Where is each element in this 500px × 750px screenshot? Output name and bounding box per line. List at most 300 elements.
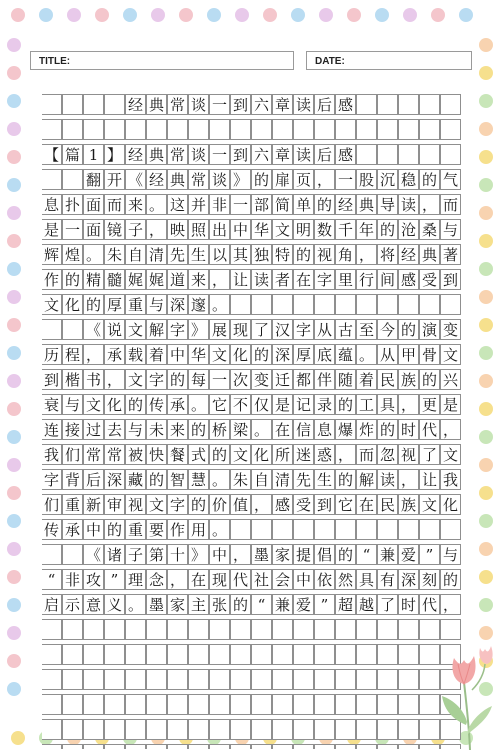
grid-cell	[167, 119, 188, 140]
grid-cell: 到	[230, 94, 251, 115]
grid-cell: 历	[42, 344, 62, 365]
grid-cell: 文	[125, 319, 146, 340]
grid-cell: 的	[167, 369, 188, 390]
grid-cell	[377, 694, 398, 715]
grid-cell	[125, 619, 146, 640]
grid-cell: 化	[230, 344, 251, 365]
grid-cell: 理	[125, 569, 146, 590]
grid-cell	[209, 694, 230, 715]
grid-cell: 爱	[293, 594, 314, 615]
grid-cell: 爱	[398, 544, 419, 565]
grid-cell	[209, 119, 230, 140]
grid-cell: 的	[314, 194, 335, 215]
grid-cell: 经	[398, 244, 419, 265]
grid-cell	[272, 694, 293, 715]
border-dot	[479, 290, 493, 304]
grid-cell: 而	[104, 194, 125, 215]
grid-cell	[62, 544, 83, 565]
grid-cell	[230, 669, 251, 690]
grid-cell: 深	[104, 469, 125, 490]
grid-cell	[335, 719, 356, 740]
grid-cell: 都	[293, 369, 314, 390]
grid-cell: 华	[251, 219, 272, 240]
grid-cell: 越	[356, 594, 377, 615]
border-dot	[7, 66, 21, 80]
grid-cell	[314, 744, 335, 749]
grid-cell: 的	[62, 269, 83, 290]
grid-cell: 启	[42, 594, 62, 615]
grid-cell: 其	[230, 244, 251, 265]
grid-cell: 藏	[125, 469, 146, 490]
grid-cell: 的	[419, 369, 440, 390]
grid-cell: 篇	[62, 144, 83, 165]
grid-cell: 解	[356, 469, 377, 490]
border-dot	[39, 8, 53, 22]
grid-cell: 字	[293, 319, 314, 340]
grid-cell: 墨	[146, 594, 167, 615]
writing-grid-sheet	[42, 94, 462, 749]
grid-cell	[314, 694, 335, 715]
grid-cell	[188, 644, 209, 665]
grid-cell	[167, 619, 188, 640]
date-label: DATE:	[315, 56, 345, 67]
grid-cell: 是	[42, 219, 62, 240]
grid-cell: 更	[419, 394, 440, 415]
grid-cell: 文	[440, 444, 461, 465]
grid-cell: 底	[314, 344, 335, 365]
grid-cell	[335, 644, 356, 665]
grid-cell: 章	[272, 144, 293, 165]
grid-cell	[188, 694, 209, 715]
border-dot	[7, 290, 21, 304]
grid-cell	[377, 294, 398, 315]
grid-cell: 》	[230, 169, 251, 190]
grid-cell	[251, 519, 272, 540]
grid-cell	[377, 619, 398, 640]
grid-row	[42, 694, 462, 715]
grid-cell	[42, 169, 62, 190]
grid-cell	[62, 719, 83, 740]
grid-cell	[377, 519, 398, 540]
grid-cell	[398, 294, 419, 315]
grid-cell	[230, 519, 251, 540]
border-dot	[479, 458, 493, 472]
grid-cell: 十	[167, 544, 188, 565]
grid-cell: ”	[104, 569, 125, 590]
grid-cell	[356, 619, 377, 640]
border-dot	[11, 731, 25, 745]
grid-cell: 化	[62, 294, 83, 315]
grid-row	[42, 169, 462, 190]
grid-cell: 常	[167, 94, 188, 115]
grid-cell: 出	[209, 219, 230, 240]
border-dot	[479, 570, 493, 584]
tulip-illustration	[440, 630, 495, 750]
grid-cell: 《	[83, 319, 104, 340]
grid-cell: 深	[272, 344, 293, 365]
border-dot	[7, 262, 21, 276]
grid-cell: 说	[104, 319, 125, 340]
grid-cell: 族	[398, 369, 419, 390]
grid-cell	[314, 119, 335, 140]
grid-cell: 家	[272, 544, 293, 565]
grid-cell: 典	[146, 144, 167, 165]
grid-cell: 。	[83, 244, 104, 265]
grid-cell: 感	[398, 269, 419, 290]
grid-cell	[62, 169, 83, 190]
grid-cell: 六	[251, 144, 272, 165]
grid-cell	[83, 644, 104, 665]
grid-row	[42, 569, 462, 590]
grid-cell: 们	[62, 444, 83, 465]
grid-cell: 文	[419, 494, 440, 515]
grid-cell: 沧	[398, 219, 419, 240]
grid-cell: 主	[188, 594, 209, 615]
grid-cell	[251, 719, 272, 740]
grid-cell: 到	[440, 269, 461, 290]
border-dot	[431, 8, 445, 22]
grid-row	[42, 394, 462, 415]
grid-cell	[230, 619, 251, 640]
grid-cell: 照	[188, 219, 209, 240]
grid-cell: 然	[335, 569, 356, 590]
grid-cell: 被	[125, 444, 146, 465]
grid-cell: 页	[293, 169, 314, 190]
grid-cell: 未	[146, 419, 167, 440]
date-field[interactable]	[306, 51, 472, 70]
grid-cell: 辉	[42, 244, 62, 265]
grid-cell: 记	[293, 394, 314, 415]
grid-cell	[188, 744, 209, 749]
grid-cell	[209, 719, 230, 740]
grid-cell	[167, 744, 188, 749]
grid-cell: 骨	[419, 344, 440, 365]
grid-cell: 蕴	[335, 344, 356, 365]
grid-cell	[167, 719, 188, 740]
grid-cell: 随	[335, 369, 356, 390]
grid-row	[42, 419, 462, 440]
grid-cell	[104, 744, 125, 749]
grid-cell: 》	[188, 319, 209, 340]
grid-cell: 字	[167, 319, 188, 340]
grid-cell: 提	[293, 544, 314, 565]
grid-cell	[377, 119, 398, 140]
grid-cell	[293, 119, 314, 140]
grid-cell: 稳	[398, 169, 419, 190]
grid-cell: 的	[419, 169, 440, 190]
grid-cell	[251, 644, 272, 665]
border-dot	[7, 150, 21, 164]
border-dot	[479, 318, 493, 332]
grid-cell: 清	[146, 244, 167, 265]
border-dot	[479, 150, 493, 164]
grid-cell: 去	[104, 419, 125, 440]
grid-cell: 《	[125, 169, 146, 190]
grid-cell: 社	[251, 569, 272, 590]
grid-cell: 的	[335, 469, 356, 490]
grid-cell: 典	[419, 244, 440, 265]
grid-cell	[356, 519, 377, 540]
grid-cell: 自	[251, 469, 272, 490]
grid-cell	[293, 294, 314, 315]
border-dot	[7, 570, 21, 584]
grid-cell: 作	[167, 519, 188, 540]
grid-cell: 后	[314, 94, 335, 115]
grid-cell	[42, 94, 62, 115]
grid-cell	[251, 294, 272, 315]
grid-cell: 族	[398, 494, 419, 515]
grid-cell	[230, 744, 251, 749]
grid-cell: 面	[83, 194, 104, 215]
grid-cell	[272, 719, 293, 740]
grid-cell: 镜	[104, 219, 125, 240]
grid-cell: 朱	[104, 244, 125, 265]
grid-cell	[62, 744, 83, 749]
border-dot	[319, 8, 333, 22]
grid-cell: 它	[209, 394, 230, 415]
grid-cell: ，	[104, 369, 125, 390]
grid-cell: 有	[377, 569, 398, 590]
grid-cell: 谈	[188, 94, 209, 115]
grid-cell: 着	[356, 369, 377, 390]
grid-cell: “	[356, 544, 377, 565]
title-field[interactable]	[30, 51, 294, 70]
grid-cell	[62, 694, 83, 715]
grid-cell: 文	[146, 494, 167, 515]
border-dot	[7, 486, 21, 500]
grid-cell	[42, 744, 62, 749]
grid-cell: 。	[209, 294, 230, 315]
grid-cell: 代	[230, 569, 251, 590]
grid-cell	[377, 669, 398, 690]
grid-cell: 在	[188, 569, 209, 590]
grid-row	[42, 744, 462, 749]
grid-cell: 式	[188, 444, 209, 465]
grid-row	[42, 219, 462, 240]
grid-cell: 诸	[104, 544, 125, 565]
grid-cell: 这	[167, 194, 188, 215]
grid-cell	[335, 294, 356, 315]
grid-cell: 的	[251, 169, 272, 190]
grid-cell	[104, 119, 125, 140]
grid-cell: 年	[356, 219, 377, 240]
grid-cell: 千	[335, 219, 356, 240]
border-dot	[479, 66, 493, 80]
grid-cell: 刻	[419, 569, 440, 590]
grid-cell	[419, 719, 440, 740]
grid-cell: 解	[146, 319, 167, 340]
title-label: TITLE:	[39, 56, 71, 67]
grid-cell: ，	[230, 544, 251, 565]
grid-cell: 来	[125, 194, 146, 215]
grid-cell	[272, 294, 293, 315]
grid-cell: 每	[188, 369, 209, 390]
border-dot	[7, 402, 21, 416]
grid-cell: 明	[293, 219, 314, 240]
border-dot	[235, 8, 249, 22]
grid-cell: 道	[167, 269, 188, 290]
grid-cell: 来	[167, 419, 188, 440]
grid-cell: 的	[83, 294, 104, 315]
grid-cell	[398, 644, 419, 665]
grid-cell: 价	[209, 494, 230, 515]
grid-cell: 一	[62, 219, 83, 240]
grid-cell	[398, 519, 419, 540]
grid-cell	[83, 694, 104, 715]
grid-cell: 的	[293, 244, 314, 265]
grid-cell	[356, 119, 377, 140]
grid-row	[42, 444, 462, 465]
grid-cell: 厚	[293, 344, 314, 365]
grid-cell	[42, 644, 62, 665]
grid-cell: 的	[188, 419, 209, 440]
grid-cell: 到	[42, 369, 62, 390]
border-dot	[479, 206, 493, 220]
grid-cell: 民	[377, 369, 398, 390]
grid-cell: 数	[314, 219, 335, 240]
border-dot	[263, 8, 277, 22]
grid-cell	[42, 319, 62, 340]
grid-cell	[167, 644, 188, 665]
border-dot	[375, 8, 389, 22]
grid-cell	[314, 669, 335, 690]
grid-cell: 工	[356, 394, 377, 415]
grid-cell	[209, 644, 230, 665]
border-dot	[7, 94, 21, 108]
grid-cell	[398, 694, 419, 715]
grid-cell: 依	[314, 569, 335, 590]
grid-cell: 它	[335, 494, 356, 515]
grid-cell: 楷	[62, 369, 83, 390]
grid-cell	[419, 744, 440, 749]
grid-cell: 里	[335, 269, 356, 290]
grid-cell	[272, 669, 293, 690]
grid-cell: 现	[209, 569, 230, 590]
grid-cell	[377, 644, 398, 665]
grid-cell: ，	[335, 444, 356, 465]
grid-cell	[335, 669, 356, 690]
grid-cell: 让	[419, 469, 440, 490]
grid-cell: 快	[146, 444, 167, 465]
grid-cell	[62, 619, 83, 640]
border-dot	[403, 8, 417, 22]
grid-cell: 民	[377, 494, 398, 515]
grid-cell: 中	[293, 569, 314, 590]
grid-cell	[440, 119, 461, 140]
border-dot	[11, 8, 25, 22]
grid-cell: 。	[356, 344, 377, 365]
grid-cell	[62, 319, 83, 340]
grid-cell: 精	[83, 269, 104, 290]
grid-cell: 慧	[188, 469, 209, 490]
border-dot	[7, 234, 21, 248]
grid-cell: ，	[398, 394, 419, 415]
grid-cell	[209, 744, 230, 749]
grid-cell	[62, 94, 83, 115]
border-dot	[479, 430, 493, 444]
grid-cell: 典	[356, 194, 377, 215]
grid-cell	[314, 619, 335, 640]
grid-cell: 展	[209, 319, 230, 340]
grid-cell	[356, 694, 377, 715]
grid-cell: 》	[188, 544, 209, 565]
grid-cell	[209, 669, 230, 690]
grid-cell: 息	[42, 194, 62, 215]
grid-cell: 与	[62, 394, 83, 415]
grid-cell	[188, 119, 209, 140]
grid-cell: 一	[209, 144, 230, 165]
grid-cell	[293, 744, 314, 749]
grid-cell: 娓	[125, 269, 146, 290]
grid-cell: 今	[377, 319, 398, 340]
grid-cell: 到	[230, 144, 251, 165]
grid-cell: 在	[356, 494, 377, 515]
border-dot	[479, 38, 493, 52]
grid-cell: 行	[356, 269, 377, 290]
grid-cell	[398, 94, 419, 115]
grid-cell	[419, 669, 440, 690]
grid-cell	[125, 644, 146, 665]
grid-cell: 是	[272, 394, 293, 415]
grid-cell: 变	[440, 319, 461, 340]
border-dot	[479, 178, 493, 192]
grid-cell: 并	[188, 194, 209, 215]
grid-cell	[104, 669, 125, 690]
grid-cell: 字	[42, 469, 62, 490]
grid-cell: 。	[125, 594, 146, 615]
grid-cell: 的	[440, 569, 461, 590]
grid-cell: 攻	[83, 569, 104, 590]
grid-cell: ，	[398, 469, 419, 490]
grid-cell: 经	[335, 194, 356, 215]
grid-cell	[272, 619, 293, 640]
grid-cell: 六	[251, 94, 272, 115]
grid-cell: 常	[167, 144, 188, 165]
grid-cell: 生	[314, 469, 335, 490]
grid-cell: 的	[125, 394, 146, 415]
grid-row	[42, 544, 462, 565]
grid-cell	[293, 519, 314, 540]
grid-cell: 的	[335, 394, 356, 415]
grid-cell	[377, 744, 398, 749]
grid-cell	[251, 669, 272, 690]
border-dot	[7, 542, 21, 556]
border-dot	[7, 458, 21, 472]
grid-cell	[167, 669, 188, 690]
grid-cell: 第	[146, 544, 167, 565]
grid-row	[42, 294, 462, 315]
grid-cell	[293, 619, 314, 640]
grid-cell: 感	[335, 94, 356, 115]
grid-cell	[272, 644, 293, 665]
border-dot	[7, 654, 21, 668]
grid-cell: 感	[272, 494, 293, 515]
grid-cell	[83, 119, 104, 140]
grid-cell: 受	[293, 494, 314, 515]
grid-cell: 厚	[104, 294, 125, 315]
grid-cell	[440, 294, 461, 315]
border-dot	[123, 8, 137, 22]
grid-cell: 与	[440, 219, 461, 240]
grid-cell	[104, 619, 125, 640]
grid-cell: 子	[125, 544, 146, 565]
grid-row	[42, 344, 462, 365]
grid-cell: 视	[125, 494, 146, 515]
grid-cell	[398, 619, 419, 640]
grid-cell	[419, 619, 440, 640]
grid-cell	[272, 119, 293, 140]
grid-row	[42, 494, 462, 515]
